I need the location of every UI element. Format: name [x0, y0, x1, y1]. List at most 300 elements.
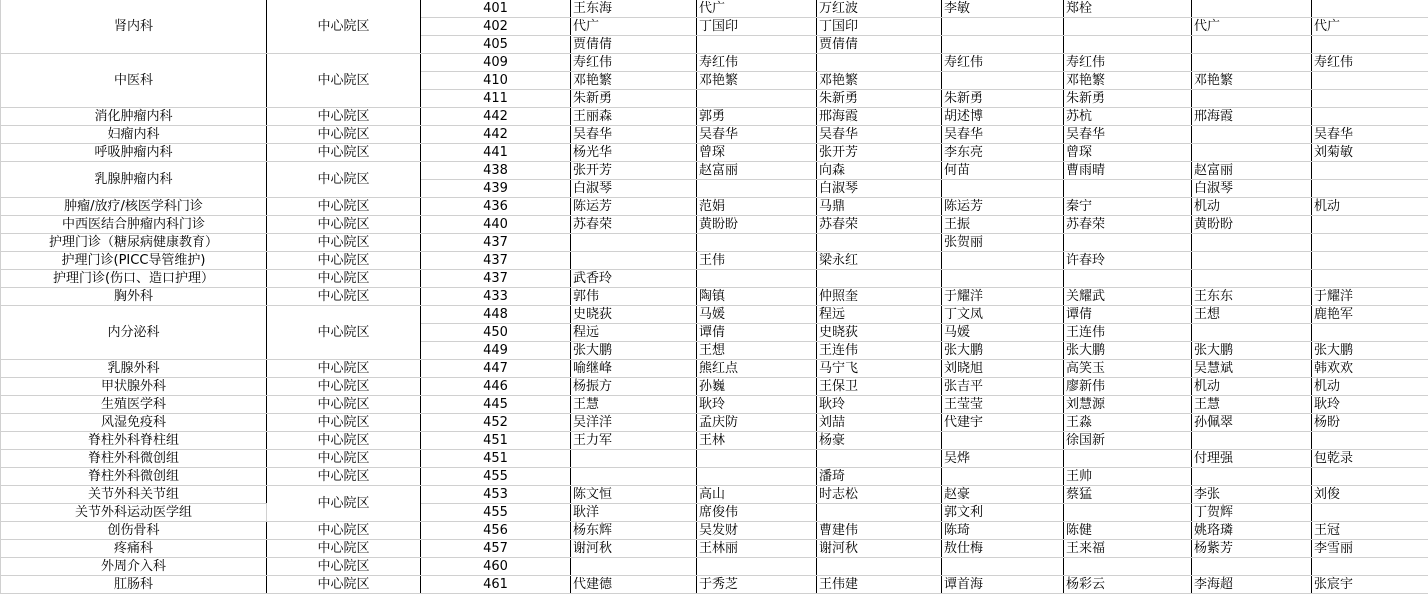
- doctor-cell[interactable]: 赵豪: [942, 486, 1064, 504]
- doctor-cell[interactable]: 陈运芳: [571, 198, 697, 216]
- doctor-cell[interactable]: 贾倩倩: [571, 36, 697, 54]
- room-cell[interactable]: 460: [421, 558, 571, 576]
- doctor-cell[interactable]: 丁国印: [817, 18, 942, 36]
- doctor-cell[interactable]: 白淑琴: [1192, 180, 1312, 198]
- department-cell[interactable]: 护理门诊(伤口、造口护理）: [1, 270, 267, 288]
- doctor-cell[interactable]: [1312, 36, 1428, 54]
- room-cell[interactable]: 401: [421, 0, 571, 18]
- doctor-cell[interactable]: 曹雨晴: [1064, 162, 1192, 180]
- doctor-cell[interactable]: [1064, 180, 1192, 198]
- doctor-cell[interactable]: 潘琦: [817, 468, 942, 486]
- doctor-cell[interactable]: 吴春华: [942, 126, 1064, 144]
- doctor-cell[interactable]: 王振: [942, 216, 1064, 234]
- doctor-cell[interactable]: 吴洋洋: [571, 414, 697, 432]
- doctor-cell[interactable]: [1312, 270, 1428, 288]
- campus-cell[interactable]: 中心院区: [267, 198, 421, 216]
- room-cell[interactable]: 452: [421, 414, 571, 432]
- doctor-cell[interactable]: 代广: [571, 18, 697, 36]
- department-cell[interactable]: 关节外科关节组: [1, 486, 267, 504]
- doctor-cell[interactable]: 王想: [1192, 306, 1312, 324]
- doctor-cell[interactable]: 刘俊: [1312, 486, 1428, 504]
- doctor-cell[interactable]: 吴春华: [571, 126, 697, 144]
- room-cell[interactable]: 409: [421, 54, 571, 72]
- doctor-cell[interactable]: 邓艳繁: [697, 72, 817, 90]
- doctor-cell[interactable]: 孙佩翠: [1192, 414, 1312, 432]
- doctor-cell[interactable]: 郭文利: [942, 504, 1064, 522]
- doctor-cell[interactable]: [1192, 270, 1312, 288]
- doctor-cell[interactable]: 白淑琴: [817, 180, 942, 198]
- doctor-cell[interactable]: 敖仕梅: [942, 540, 1064, 558]
- doctor-cell[interactable]: 邓艳繁: [571, 72, 697, 90]
- doctor-cell[interactable]: [942, 36, 1064, 54]
- campus-cell[interactable]: 中心院区: [267, 450, 421, 468]
- campus-cell[interactable]: 中心院区: [267, 486, 421, 522]
- campus-cell[interactable]: 中心院区: [267, 360, 421, 378]
- doctor-cell[interactable]: [1064, 234, 1192, 252]
- doctor-cell[interactable]: [1192, 0, 1312, 18]
- doctor-cell[interactable]: [697, 468, 817, 486]
- department-cell[interactable]: 外周介入科: [1, 558, 267, 576]
- doctor-cell[interactable]: 于秀芝: [697, 576, 817, 594]
- doctor-cell[interactable]: 代广: [1192, 18, 1312, 36]
- doctor-cell[interactable]: 张大鹏: [1064, 342, 1192, 360]
- doctor-cell[interactable]: [1192, 54, 1312, 72]
- doctor-cell[interactable]: 陈健: [1064, 522, 1192, 540]
- doctor-cell[interactable]: 范娟: [697, 198, 817, 216]
- doctor-cell[interactable]: 徐国新: [1064, 432, 1192, 450]
- doctor-cell[interactable]: 马媛: [942, 324, 1064, 342]
- doctor-cell[interactable]: 谭首海: [942, 576, 1064, 594]
- department-cell[interactable]: 风湿免疫科: [1, 414, 267, 432]
- doctor-cell[interactable]: 邓艳繁: [817, 72, 942, 90]
- doctor-cell[interactable]: 苏杭: [1064, 108, 1192, 126]
- doctor-cell[interactable]: 机动: [1312, 198, 1428, 216]
- department-cell[interactable]: 妇瘤内科: [1, 126, 267, 144]
- doctor-cell[interactable]: [1192, 558, 1312, 576]
- doctor-cell[interactable]: 朱新勇: [571, 90, 697, 108]
- doctor-cell[interactable]: 王林丽: [697, 540, 817, 558]
- doctor-cell[interactable]: 杨彩云: [1064, 576, 1192, 594]
- doctor-cell[interactable]: [1312, 324, 1428, 342]
- room-cell[interactable]: 437: [421, 252, 571, 270]
- campus-cell[interactable]: 中心院区: [267, 234, 421, 252]
- doctor-cell[interactable]: [1192, 144, 1312, 162]
- doctor-cell[interactable]: [942, 252, 1064, 270]
- department-cell[interactable]: 乳腺外科: [1, 360, 267, 378]
- doctor-cell[interactable]: 马宁飞: [817, 360, 942, 378]
- department-cell[interactable]: 甲状腺外科: [1, 378, 267, 396]
- doctor-cell[interactable]: 谢河秋: [817, 540, 942, 558]
- doctor-cell[interactable]: 耿洋: [571, 504, 697, 522]
- department-cell[interactable]: 中医科: [1, 54, 267, 108]
- doctor-cell[interactable]: 王慧: [571, 396, 697, 414]
- doctor-cell[interactable]: [1312, 72, 1428, 90]
- doctor-cell[interactable]: [1064, 504, 1192, 522]
- doctor-cell[interactable]: 王东东: [1192, 288, 1312, 306]
- doctor-cell[interactable]: 赵富丽: [697, 162, 817, 180]
- campus-cell[interactable]: 中心院区: [267, 216, 421, 234]
- doctor-cell[interactable]: 于耀洋: [1312, 288, 1428, 306]
- doctor-cell[interactable]: 吴发财: [697, 522, 817, 540]
- doctor-cell[interactable]: 马鼎: [817, 198, 942, 216]
- doctor-cell[interactable]: 熊红点: [697, 360, 817, 378]
- doctor-cell[interactable]: 丁文凤: [942, 306, 1064, 324]
- campus-cell[interactable]: 中心院区: [267, 126, 421, 144]
- campus-cell[interactable]: 中心院区: [267, 558, 421, 576]
- doctor-cell[interactable]: 贾倩倩: [817, 36, 942, 54]
- doctor-cell[interactable]: 张开芳: [817, 144, 942, 162]
- doctor-cell[interactable]: 陈文恒: [571, 486, 697, 504]
- department-cell[interactable]: 内分泌科: [1, 306, 267, 360]
- doctor-cell[interactable]: 杨盼: [1312, 414, 1428, 432]
- campus-cell[interactable]: 中心院区: [267, 414, 421, 432]
- doctor-cell[interactable]: 关耀武: [1064, 288, 1192, 306]
- doctor-cell[interactable]: 吴烨: [942, 450, 1064, 468]
- doctor-cell[interactable]: 高笑玉: [1064, 360, 1192, 378]
- doctor-cell[interactable]: 席俊伟: [697, 504, 817, 522]
- campus-cell[interactable]: 中心院区: [267, 162, 421, 198]
- doctor-cell[interactable]: 李雪丽: [1312, 540, 1428, 558]
- doctor-cell[interactable]: 朱新勇: [1064, 90, 1192, 108]
- campus-cell[interactable]: 中心院区: [267, 396, 421, 414]
- room-cell[interactable]: 461: [421, 576, 571, 594]
- doctor-cell[interactable]: [1192, 468, 1312, 486]
- department-cell[interactable]: 肛肠科: [1, 576, 267, 594]
- doctor-cell[interactable]: [1312, 180, 1428, 198]
- department-cell[interactable]: 胸外科: [1, 288, 267, 306]
- doctor-cell[interactable]: [1192, 432, 1312, 450]
- doctor-cell[interactable]: 刘晓旭: [942, 360, 1064, 378]
- room-cell[interactable]: 455: [421, 468, 571, 486]
- room-cell[interactable]: 457: [421, 540, 571, 558]
- doctor-cell[interactable]: 曹建伟: [817, 522, 942, 540]
- campus-cell[interactable]: 中心院区: [267, 468, 421, 486]
- doctor-cell[interactable]: [817, 270, 942, 288]
- doctor-cell[interactable]: 仲照奎: [817, 288, 942, 306]
- doctor-cell[interactable]: [697, 450, 817, 468]
- doctor-cell[interactable]: 黄盼盼: [1192, 216, 1312, 234]
- department-cell[interactable]: 脊柱外科脊柱组: [1, 432, 267, 450]
- room-cell[interactable]: 445: [421, 396, 571, 414]
- room-cell[interactable]: 436: [421, 198, 571, 216]
- room-cell[interactable]: 442: [421, 108, 571, 126]
- doctor-cell[interactable]: 陶镇: [697, 288, 817, 306]
- room-cell[interactable]: 405: [421, 36, 571, 54]
- doctor-cell[interactable]: 李敏: [942, 0, 1064, 18]
- doctor-cell[interactable]: 王力军: [571, 432, 697, 450]
- doctor-cell[interactable]: 丁国印: [697, 18, 817, 36]
- doctor-cell[interactable]: 邓艳繁: [1064, 72, 1192, 90]
- department-cell[interactable]: 脊柱外科微创组: [1, 450, 267, 468]
- doctor-cell[interactable]: 张贺丽: [942, 234, 1064, 252]
- doctor-cell[interactable]: 张大鹏: [1192, 342, 1312, 360]
- campus-cell[interactable]: 中心院区: [267, 288, 421, 306]
- doctor-cell[interactable]: 吴慧斌: [1192, 360, 1312, 378]
- campus-cell[interactable]: 中心院区: [267, 252, 421, 270]
- doctor-cell[interactable]: 武香玲: [571, 270, 697, 288]
- room-cell[interactable]: 438: [421, 162, 571, 180]
- doctor-cell[interactable]: [1192, 36, 1312, 54]
- doctor-cell[interactable]: [942, 468, 1064, 486]
- doctor-cell[interactable]: [1064, 18, 1192, 36]
- doctor-cell[interactable]: [1192, 90, 1312, 108]
- department-cell[interactable]: 生殖医学科: [1, 396, 267, 414]
- doctor-cell[interactable]: 谭倩: [1064, 306, 1192, 324]
- room-cell[interactable]: 453: [421, 486, 571, 504]
- doctor-cell[interactable]: 代建宇: [942, 414, 1064, 432]
- doctor-cell[interactable]: 王东海: [571, 0, 697, 18]
- doctor-cell[interactable]: [1064, 558, 1192, 576]
- doctor-cell[interactable]: [942, 270, 1064, 288]
- doctor-cell[interactable]: 时志松: [817, 486, 942, 504]
- doctor-cell[interactable]: [697, 36, 817, 54]
- room-cell[interactable]: 433: [421, 288, 571, 306]
- doctor-cell[interactable]: 朱新勇: [817, 90, 942, 108]
- doctor-cell[interactable]: 张吉平: [942, 378, 1064, 396]
- doctor-cell[interactable]: 寿红伟: [1064, 54, 1192, 72]
- doctor-cell[interactable]: 高山: [697, 486, 817, 504]
- doctor-cell[interactable]: [1312, 108, 1428, 126]
- doctor-cell[interactable]: 付理强: [1192, 450, 1312, 468]
- campus-cell[interactable]: 中心院区: [267, 378, 421, 396]
- doctor-cell[interactable]: [817, 234, 942, 252]
- doctor-cell[interactable]: 曾琛: [1064, 144, 1192, 162]
- doctor-cell[interactable]: 鹿艳军: [1312, 306, 1428, 324]
- doctor-cell[interactable]: 郭勇: [697, 108, 817, 126]
- doctor-cell[interactable]: 蔡猛: [1064, 486, 1192, 504]
- room-cell[interactable]: 446: [421, 378, 571, 396]
- department-cell[interactable]: 消化肿瘤内科: [1, 108, 267, 126]
- room-cell[interactable]: 437: [421, 234, 571, 252]
- doctor-cell[interactable]: 寿红伟: [571, 54, 697, 72]
- doctor-cell[interactable]: [1064, 36, 1192, 54]
- doctor-cell[interactable]: 秦宁: [1064, 198, 1192, 216]
- doctor-cell[interactable]: 郭伟: [571, 288, 697, 306]
- doctor-cell[interactable]: 苏春荣: [817, 216, 942, 234]
- doctor-cell[interactable]: 吴春华: [1312, 126, 1428, 144]
- doctor-cell[interactable]: [1312, 432, 1428, 450]
- doctor-cell[interactable]: 杨东辉: [571, 522, 697, 540]
- doctor-cell[interactable]: 胡述博: [942, 108, 1064, 126]
- doctor-cell[interactable]: [1312, 0, 1428, 18]
- doctor-cell[interactable]: 王冠: [1312, 522, 1428, 540]
- doctor-cell[interactable]: 苏春荣: [571, 216, 697, 234]
- doctor-cell[interactable]: 邢海霞: [817, 108, 942, 126]
- doctor-cell[interactable]: [942, 432, 1064, 450]
- doctor-cell[interactable]: [697, 234, 817, 252]
- doctor-cell[interactable]: 王莹莹: [942, 396, 1064, 414]
- doctor-cell[interactable]: [1064, 270, 1192, 288]
- doctor-cell[interactable]: 谭倩: [697, 324, 817, 342]
- campus-cell[interactable]: 中心院区: [267, 576, 421, 594]
- doctor-cell[interactable]: 李东亮: [942, 144, 1064, 162]
- doctor-cell[interactable]: 史晓荻: [571, 306, 697, 324]
- doctor-cell[interactable]: 张开芳: [571, 162, 697, 180]
- doctor-cell[interactable]: [1192, 234, 1312, 252]
- doctor-cell[interactable]: 喻继峰: [571, 360, 697, 378]
- doctor-cell[interactable]: 王连伟: [1064, 324, 1192, 342]
- room-cell[interactable]: 449: [421, 342, 571, 360]
- doctor-cell[interactable]: [571, 558, 697, 576]
- campus-cell[interactable]: 中心院区: [267, 306, 421, 360]
- doctor-cell[interactable]: [817, 54, 942, 72]
- room-cell[interactable]: 411: [421, 90, 571, 108]
- doctor-cell[interactable]: [571, 252, 697, 270]
- doctor-cell[interactable]: [571, 450, 697, 468]
- department-cell[interactable]: 肾内科: [1, 0, 267, 54]
- doctor-cell[interactable]: 马媛: [697, 306, 817, 324]
- doctor-cell[interactable]: [697, 558, 817, 576]
- doctor-cell[interactable]: [1312, 234, 1428, 252]
- room-cell[interactable]: 450: [421, 324, 571, 342]
- room-cell[interactable]: 451: [421, 432, 571, 450]
- doctor-cell[interactable]: 黄盼盼: [697, 216, 817, 234]
- campus-cell[interactable]: 中心院区: [267, 108, 421, 126]
- room-cell[interactable]: 451: [421, 450, 571, 468]
- doctor-cell[interactable]: 杨豪: [817, 432, 942, 450]
- department-cell[interactable]: 肿瘤/放疗/核医学科门诊: [1, 198, 267, 216]
- room-cell[interactable]: 410: [421, 72, 571, 90]
- doctor-cell[interactable]: 吴春华: [697, 126, 817, 144]
- doctor-cell[interactable]: 向森: [817, 162, 942, 180]
- room-cell[interactable]: 448: [421, 306, 571, 324]
- doctor-cell[interactable]: 白淑琴: [571, 180, 697, 198]
- doctor-cell[interactable]: 邢海霞: [1192, 108, 1312, 126]
- room-cell[interactable]: 441: [421, 144, 571, 162]
- doctor-cell[interactable]: 廖新伟: [1064, 378, 1192, 396]
- department-cell[interactable]: 乳腺肿瘤内科: [1, 162, 267, 198]
- department-cell[interactable]: 疼痛科: [1, 540, 267, 558]
- room-cell[interactable]: 437: [421, 270, 571, 288]
- doctor-cell[interactable]: [1312, 216, 1428, 234]
- doctor-cell[interactable]: 张大鹏: [571, 342, 697, 360]
- doctor-cell[interactable]: [571, 234, 697, 252]
- doctor-cell[interactable]: [697, 180, 817, 198]
- campus-cell[interactable]: 中心院区: [267, 54, 421, 108]
- doctor-cell[interactable]: 寿红伟: [1312, 54, 1428, 72]
- doctor-cell[interactable]: 李海超: [1192, 576, 1312, 594]
- doctor-cell[interactable]: 杨振方: [571, 378, 697, 396]
- room-cell[interactable]: 447: [421, 360, 571, 378]
- room-cell[interactable]: 442: [421, 126, 571, 144]
- doctor-cell[interactable]: 刘菊敏: [1312, 144, 1428, 162]
- doctor-cell[interactable]: [942, 180, 1064, 198]
- campus-cell[interactable]: 中心院区: [267, 432, 421, 450]
- doctor-cell[interactable]: [942, 72, 1064, 90]
- doctor-cell[interactable]: 寿红伟: [697, 54, 817, 72]
- doctor-cell[interactable]: 程远: [817, 306, 942, 324]
- doctor-cell[interactable]: 韩欢欢: [1312, 360, 1428, 378]
- room-cell[interactable]: 455: [421, 504, 571, 522]
- doctor-cell[interactable]: 赵富丽: [1192, 162, 1312, 180]
- department-cell[interactable]: 创伤骨科: [1, 522, 267, 540]
- doctor-cell[interactable]: 陈运芳: [942, 198, 1064, 216]
- doctor-cell[interactable]: 姚珞璘: [1192, 522, 1312, 540]
- doctor-cell[interactable]: 程远: [571, 324, 697, 342]
- doctor-cell[interactable]: 曾琛: [697, 144, 817, 162]
- department-cell[interactable]: 护理门诊(PICC导管维护): [1, 252, 267, 270]
- doctor-cell[interactable]: 张大鹏: [942, 342, 1064, 360]
- room-cell[interactable]: 439: [421, 180, 571, 198]
- doctor-cell[interactable]: [1312, 162, 1428, 180]
- campus-cell[interactable]: 中心院区: [267, 144, 421, 162]
- doctor-cell[interactable]: 王来福: [1064, 540, 1192, 558]
- doctor-cell[interactable]: [817, 450, 942, 468]
- doctor-cell[interactable]: 李张: [1192, 486, 1312, 504]
- doctor-cell[interactable]: [571, 468, 697, 486]
- room-cell[interactable]: 440: [421, 216, 571, 234]
- doctor-cell[interactable]: [1312, 90, 1428, 108]
- doctor-cell[interactable]: 郑栓: [1064, 0, 1192, 18]
- doctor-cell[interactable]: 于耀洋: [942, 288, 1064, 306]
- campus-cell[interactable]: 中心院区: [267, 522, 421, 540]
- doctor-cell[interactable]: 代建德: [571, 576, 697, 594]
- doctor-cell[interactable]: 王淼: [1064, 414, 1192, 432]
- doctor-cell[interactable]: 耿玲: [1312, 396, 1428, 414]
- doctor-cell[interactable]: 王伟: [697, 252, 817, 270]
- doctor-cell[interactable]: 王林: [697, 432, 817, 450]
- doctor-cell[interactable]: 耿玲: [697, 396, 817, 414]
- doctor-cell[interactable]: 耿玲: [817, 396, 942, 414]
- department-cell[interactable]: 中西医结合肿瘤内科门诊: [1, 216, 267, 234]
- doctor-cell[interactable]: 刘慧源: [1064, 396, 1192, 414]
- doctor-cell[interactable]: 王慧: [1192, 396, 1312, 414]
- doctor-cell[interactable]: 陈琦: [942, 522, 1064, 540]
- doctor-cell[interactable]: [817, 558, 942, 576]
- doctor-cell[interactable]: 孟庆防: [697, 414, 817, 432]
- doctor-cell[interactable]: 王帅: [1064, 468, 1192, 486]
- doctor-cell[interactable]: 朱新勇: [942, 90, 1064, 108]
- doctor-cell[interactable]: 杨紫芳: [1192, 540, 1312, 558]
- doctor-cell[interactable]: 何苗: [942, 162, 1064, 180]
- campus-cell[interactable]: 中心院区: [267, 270, 421, 288]
- doctor-cell[interactable]: [1312, 252, 1428, 270]
- doctor-cell[interactable]: [942, 558, 1064, 576]
- doctor-cell[interactable]: 孙巍: [697, 378, 817, 396]
- doctor-cell[interactable]: [942, 18, 1064, 36]
- department-cell[interactable]: 护理门诊（糖尿病健康教育）: [1, 234, 267, 252]
- doctor-cell[interactable]: 邓艳繁: [1192, 72, 1312, 90]
- doctor-cell[interactable]: 丁贺辉: [1192, 504, 1312, 522]
- doctor-cell[interactable]: [1312, 468, 1428, 486]
- doctor-cell[interactable]: 吴春华: [1064, 126, 1192, 144]
- doctor-cell[interactable]: 张宸宇: [1312, 576, 1428, 594]
- doctor-cell[interactable]: 王想: [697, 342, 817, 360]
- doctor-cell[interactable]: 万红波: [817, 0, 942, 18]
- doctor-cell[interactable]: [697, 270, 817, 288]
- doctor-cell[interactable]: 王保卫: [817, 378, 942, 396]
- doctor-cell[interactable]: 王连伟: [817, 342, 942, 360]
- doctor-cell[interactable]: 机动: [1192, 198, 1312, 216]
- doctor-cell[interactable]: 谢河秋: [571, 540, 697, 558]
- room-cell[interactable]: 456: [421, 522, 571, 540]
- doctor-cell[interactable]: [1192, 126, 1312, 144]
- doctor-cell[interactable]: 吴春华: [817, 126, 942, 144]
- doctor-cell[interactable]: 杨光华: [571, 144, 697, 162]
- doctor-cell[interactable]: 寿红伟: [942, 54, 1064, 72]
- doctor-cell[interactable]: 王丽森: [571, 108, 697, 126]
- doctor-cell[interactable]: [1192, 324, 1312, 342]
- campus-cell[interactable]: 中心院区: [267, 540, 421, 558]
- doctor-cell[interactable]: 机动: [1312, 378, 1428, 396]
- department-cell[interactable]: 呼吸肿瘤内科: [1, 144, 267, 162]
- doctor-cell[interactable]: [1064, 450, 1192, 468]
- doctor-cell[interactable]: [1312, 558, 1428, 576]
- doctor-cell[interactable]: [697, 90, 817, 108]
- doctor-cell[interactable]: [1192, 252, 1312, 270]
- doctor-cell[interactable]: 许春玲: [1064, 252, 1192, 270]
- department-cell[interactable]: 关节外科运动医学组: [1, 504, 267, 522]
